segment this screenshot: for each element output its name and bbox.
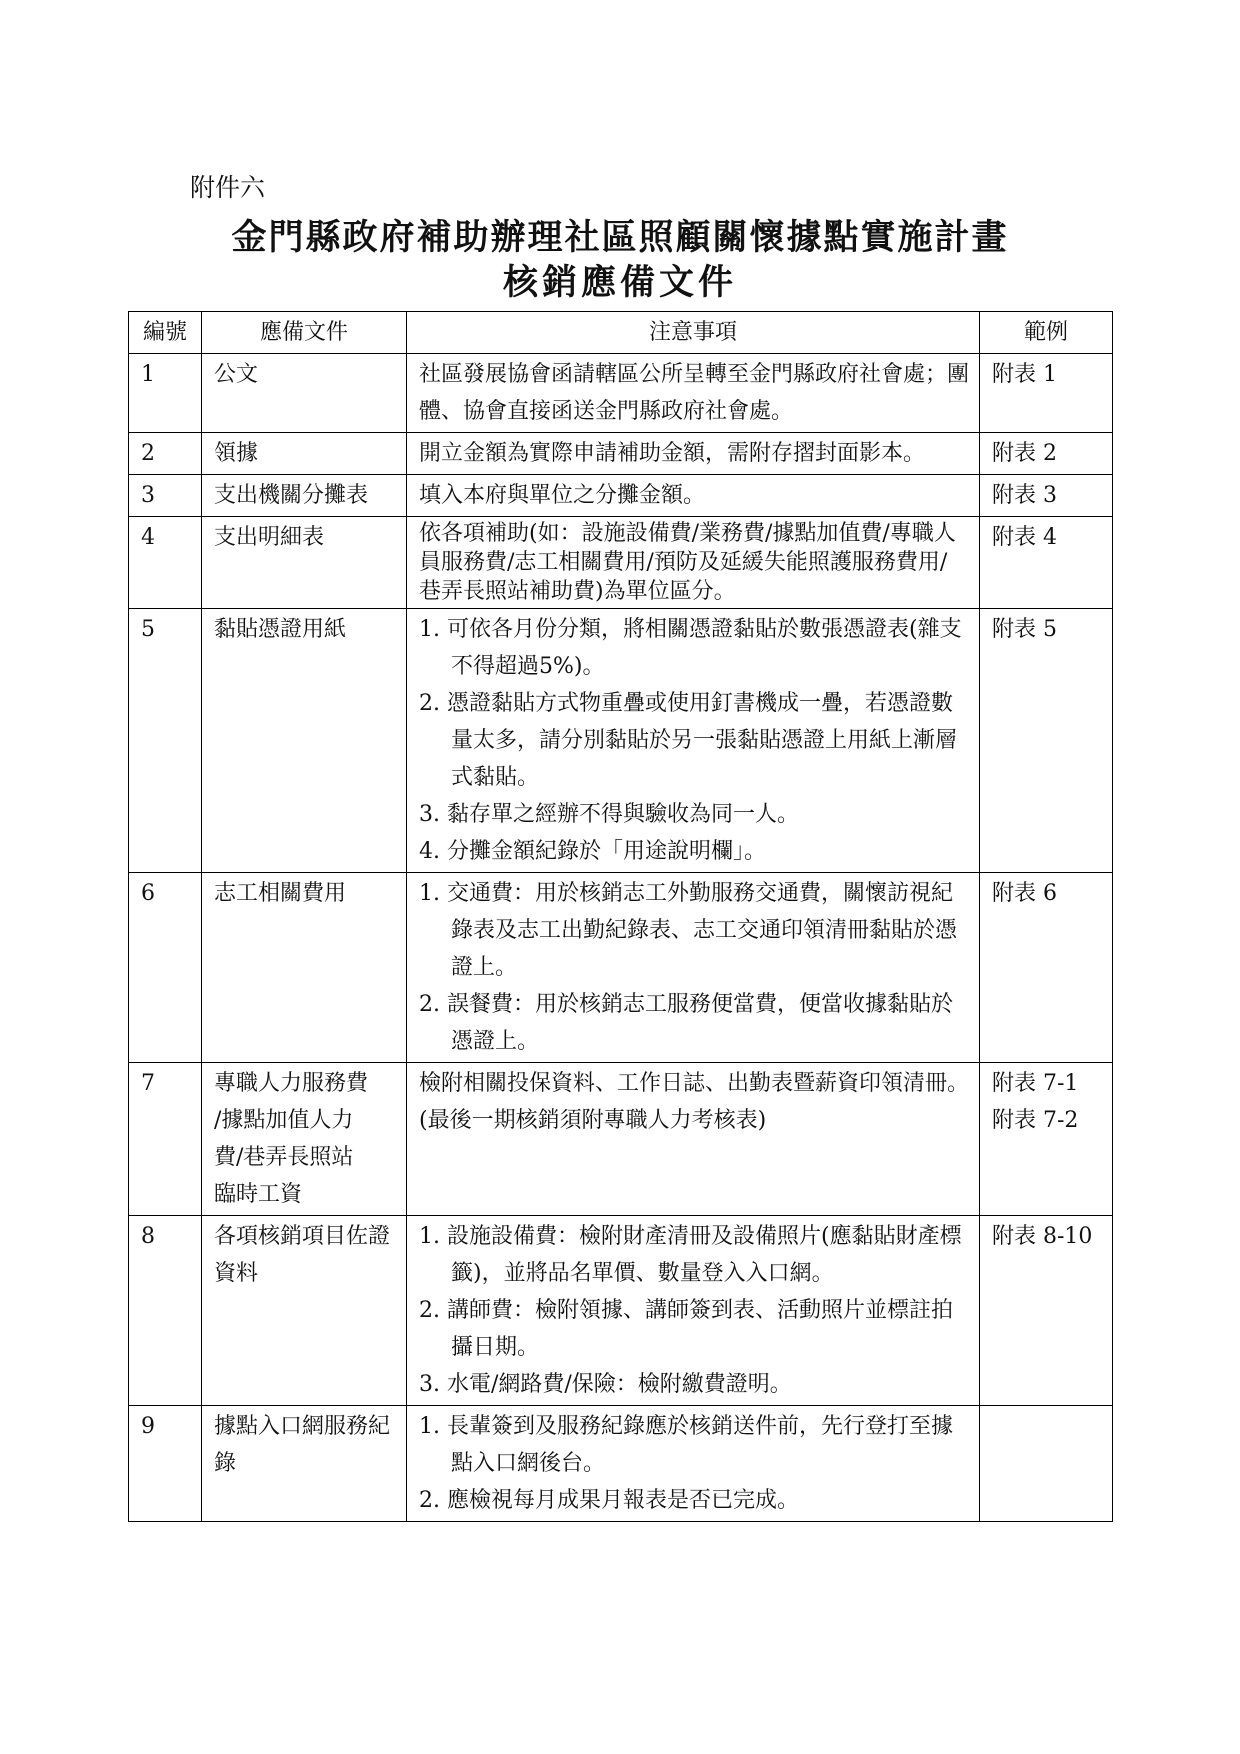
cell-example: 附表 8-10 xyxy=(980,1216,1113,1406)
table-row xyxy=(129,873,1113,1063)
table-row xyxy=(129,433,1113,475)
table-row xyxy=(129,1406,1113,1522)
note-item: 3. 水電/網路費/保險：檢附繳費證明。 xyxy=(419,1372,792,1397)
cell-notes: 開立金額為實際申請補助金額，需附存摺封面影本。 xyxy=(407,433,980,475)
doc-line: 費/巷弄長照站 xyxy=(214,1145,354,1170)
cell-doc: 公文 xyxy=(202,354,407,433)
example-line: 附表 7-1 xyxy=(992,1071,1079,1096)
cell-example: 附表 1 xyxy=(980,354,1113,433)
cell-doc: 領據 xyxy=(202,433,407,475)
cell-doc: 據點入口網服務紀錄 xyxy=(202,1406,407,1522)
table-row xyxy=(129,517,1113,609)
cell-doc xyxy=(202,1063,407,1216)
document-subtitle: 核銷應備文件 xyxy=(502,262,737,303)
cell-example xyxy=(980,1406,1113,1522)
doc-line: 專職人力服務費 xyxy=(214,1071,369,1096)
cell-doc: 各項核銷項目佐證資料 xyxy=(202,1216,407,1406)
note-item: (最後一期核銷須附專職人力考核表) xyxy=(419,1108,767,1133)
note-item: 2. 誤餐費：用於核銷志工服務便當費，便當收據黏貼於憑證上。 xyxy=(419,992,953,1054)
note-item: 2. 講師費：檢附領據、講師簽到表、活動照片並標註拍攝日期。 xyxy=(419,1298,953,1360)
cell-no: 9 xyxy=(129,1406,202,1522)
attachment-label: 附件六 xyxy=(190,173,266,202)
cell-example: 附表 4 xyxy=(980,517,1113,609)
note-item: 2. 憑證黏貼方式物重疊或使用釘書機成一疊，若憑證數量太多，請分別黏貼於另一張黏貼憑證上用紙上漸層式黏貼。 xyxy=(419,691,958,790)
cell-example xyxy=(980,1063,1113,1216)
cell-example: 附表 3 xyxy=(980,475,1113,517)
note-item: 1. 可依各月份分類，將相關憑證黏貼於數張憑證表(雜支不得超過5%)。 xyxy=(419,617,962,679)
cell-notes xyxy=(407,609,980,873)
note-item: 1. 交通費：用於核銷志工外勤服務交通費，關懷訪視紀錄表及志工出勤紀錄表、志工交通印領清冊黏貼於憑證上。 xyxy=(419,881,958,980)
cell-no: 6 xyxy=(129,873,202,1063)
note-item: 2. 應檢視每月成果月報表是否已完成。 xyxy=(419,1488,799,1513)
cell-no: 8 xyxy=(129,1216,202,1406)
header-no: 編號 xyxy=(129,312,202,354)
doc-line: 臨時工資 xyxy=(214,1182,303,1207)
cell-notes xyxy=(407,1216,980,1406)
cell-example: 附表 6 xyxy=(980,873,1113,1063)
example-line: 附表 7-2 xyxy=(992,1108,1079,1133)
cell-no: 3 xyxy=(129,475,202,517)
note-item: 1. 長輩簽到及服務紀錄應於核銷送件前，先行登打至據點入口網後台。 xyxy=(419,1414,953,1476)
cell-doc: 支出機關分攤表 xyxy=(202,475,407,517)
table-row xyxy=(129,354,1113,433)
document-title: 金門縣政府補助辦理社區照顧關懷據點實施計畫 xyxy=(231,217,1009,258)
table-row xyxy=(129,475,1113,517)
cell-doc: 志工相關費用 xyxy=(202,873,407,1063)
doc-line: /據點加值人力 xyxy=(214,1108,354,1133)
cell-no: 1 xyxy=(129,354,202,433)
header-example: 範例 xyxy=(980,312,1113,354)
cell-notes xyxy=(407,873,980,1063)
cell-notes: 填入本府與單位之分攤金額。 xyxy=(407,475,980,517)
cell-no: 5 xyxy=(129,609,202,873)
cell-no: 2 xyxy=(129,433,202,475)
cell-notes xyxy=(407,1406,980,1522)
documents-table xyxy=(128,311,1113,1522)
note-item: 3. 黏存單之經辦不得與驗收為同一人。 xyxy=(419,802,799,827)
note-item: 1. 設施設備費：檢附財產清冊及設備照片(應黏貼財產標籤)，並將品名單價、數量登入入口網。 xyxy=(419,1224,962,1286)
table-row xyxy=(129,1216,1113,1406)
cell-doc: 黏貼憑證用紙 xyxy=(202,609,407,873)
cell-notes: 依各項補助(如：設施設備費/業務費/據點加值費/專職人員服務費/志工相關費用/預防及延緩失能照護服務費用/巷弄長照站補助費)為單位區分。 xyxy=(407,517,980,609)
note-item: 4. 分攤金額紀錄於「用途說明欄」。 xyxy=(419,839,766,864)
header-notes: 注意事項 xyxy=(407,312,980,354)
cell-no: 4 xyxy=(129,517,202,609)
header-doc: 應備文件 xyxy=(202,312,407,354)
table-row xyxy=(129,609,1113,873)
cell-doc: 支出明細表 xyxy=(202,517,407,609)
table-row xyxy=(129,1063,1113,1216)
cell-example: 附表 2 xyxy=(980,433,1113,475)
table-header-row xyxy=(129,312,1113,354)
cell-notes: 社區發展協會函請轄區公所呈轉至金門縣政府社會處；團體、協會直接函送金門縣政府社會處。 xyxy=(407,354,980,433)
cell-no: 7 xyxy=(129,1063,202,1216)
note-item: 檢附相關投保資料、工作日誌、出勤表暨薪資印領清冊。 xyxy=(419,1071,970,1096)
cell-notes xyxy=(407,1063,980,1216)
cell-example: 附表 5 xyxy=(980,609,1113,873)
